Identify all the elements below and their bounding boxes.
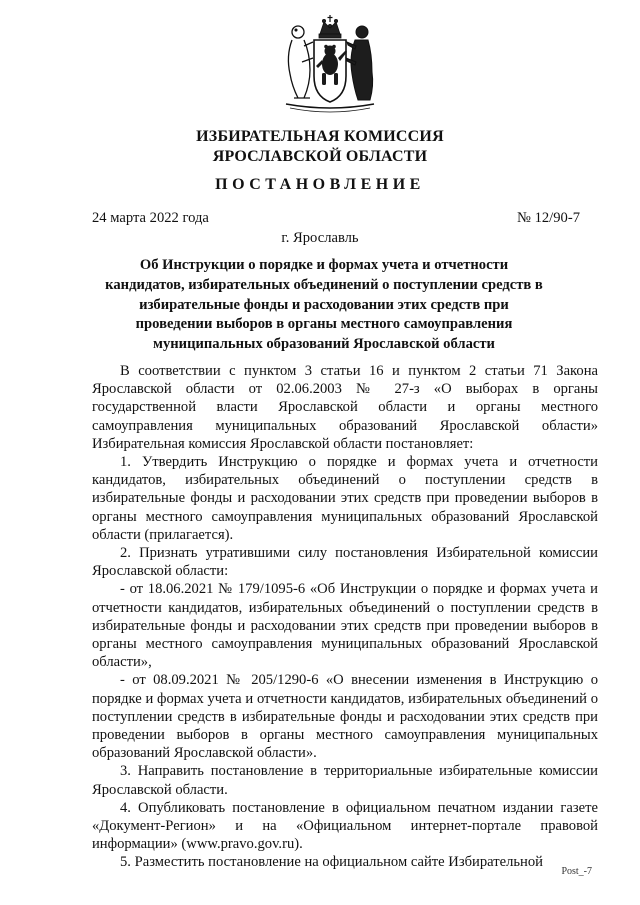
body-paragraph: В соответствии с пунктом 3 статьи 16 и пунктом 2 статьи 71 Закона Ярославской области от 02.06.2003 № 27-з «О выборах в органы государственной власти Ярославской области и органы местного самоуправления муниципальных образований Ярославской области» Избирательная комиссия Ярославской области постановляет:	[92, 363, 598, 452]
document-number: № 12/90-7	[517, 210, 580, 226]
coat-of-arms-emblem	[280, 12, 380, 118]
document-type: ПОСТАНОВЛЕНИЕ	[215, 176, 425, 193]
crown-icon	[319, 15, 341, 38]
body-paragraph: - от 18.06.2021 № 179/1095-6 «Об Инструкции о порядке и формах учета и отчетности кандидатов, избирательных объединений о поступлении средств в избирательные фонды и расходовании этих средств при проведении выборов в органы местного самоуправления муниципальных образований Ярославской области»,	[92, 581, 598, 671]
body-paragraph: 2. Признать утратившими силу постановления Избирательной комиссии Ярославской области:	[92, 545, 598, 580]
body-paragraph: 4. Опубликовать постановление в официальном печатном издании газете «Документ-Регион» и на «Официальном интернет-портале правовой информации» (www.pravo.gov.ru).	[92, 799, 598, 853]
ground-icon	[286, 104, 374, 108]
body-paragraph: 3. Направить постановление в территориальные избирательные комиссии Ярославской области.	[92, 763, 598, 798]
organization-name-line1: ИЗБИРАТЕЛЬНАЯ КОМИССИЯ	[196, 128, 444, 145]
document-date: 24 марта 2022 года	[92, 210, 209, 226]
body-paragraph: 1. Утвердить Инструкцию о порядке и формах учета и отчетности кандидатов, избирательных объединений о поступлении средств в избирательные фонды и расходовании этих средств при проведении выборов в органы местного самоуправления муниципальных образований Ярославской области (прилагается).	[92, 454, 598, 543]
body-paragraph: 5. Разместить постановление на официальном сайте Избирательной	[120, 854, 543, 871]
footer-code: Post_-7	[561, 866, 592, 877]
document-city: г. Ярославль	[281, 230, 359, 246]
document-title: Об Инструкции о порядке и формах учета и отчетности кандидатов, избирательных объединений о поступлении средств в избирательные фонды и расходовании этих средств при проведении выборов в органы местного самоуправления муниципальных образований Ярославской области	[105, 257, 543, 353]
left-supporter-bear-icon	[288, 26, 313, 98]
body-paragraph: - от 08.09.2021 № 205/1290-6 «О внесении изменения в Инструкцию о порядке и формах учета и отчетности кандидатов, избирательных объединений о поступлении средств в избирательные фонды и расходовании этих средств при проведении выборов в органы местного самоуправления муниципальных образований Ярославской области».	[92, 672, 598, 762]
document-body	[92, 362, 598, 872]
right-supporter-bear-icon	[346, 26, 373, 100]
organization-name-line2: ЯРОСЛАВСКОЙ ОБЛАСТИ	[212, 148, 428, 165]
